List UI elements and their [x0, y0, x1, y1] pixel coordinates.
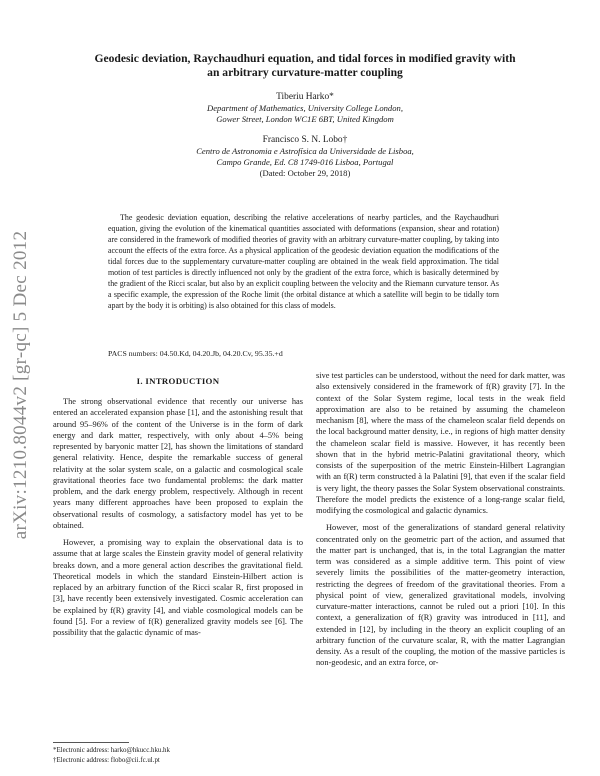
right-column	[316, 370, 565, 675]
abstract: The geodesic deviation equation, describing the relative accelerations of nearby particles, and the Raychaudhuri equation, giving the evolution of the kinematical quantities associated with deformations (expansion, shear and rotation) are considered in the framework of modified theories of gravity with an arbitrary curvature-matter coupling, by taking into account the effects of the extra force. As a physical application of the geodesic deviation equation the modifications of the tidal forces due to the supplementary curvature-matter coupling are obtained in the weak field approximation. The tidal motion of test particles is directly influenced not only by the gradient of the extra force, which is basically determined by the gradient of the Ricci scalar, but also by an explicit coupling between the velocity and the Riemann curvature tensor. As a specific example, the expression of the Roche limit (the orbital distance at which a satellite will begin to be tidally torn apart by the body it is orbiting) is also obtained for this class of models.	[108, 213, 499, 311]
author-name-1: Tiberiu Harko*	[276, 92, 334, 102]
author-affiliation-2a: Centro de Astronomia e Astrofísica da Universidade de Lisboa,	[196, 146, 414, 156]
paragraph: sive test particles can be understood, without the need for dark matter, was also extensively considered in the framework of f(R) gravity [7]. In the context of the Solar System regime, local tests in the weak field approximation are also to be retained by assuming the chameleon mechanism [8], where the mass of the chameleon scalar field depends on the local background matter density, i.e., in regions of high matter density the chameleon scalar field is massive. However, it has recently been shown that in the hybrid metric-Palatini gravitational theory, which consists of the superposition of the metric Einstein-Hilbert Lagrangian with an f(R) term constructed à la Palatini [9], that even if the scalar field is very light, the theory passes the Solar System observational constraints. Therefore the model predicts the existence of a long-range scalar field, modifying the cosmological and galactic dynamics.	[316, 371, 565, 515]
title-line-2: an arbitrary curvature-matter coupling	[207, 66, 403, 79]
author-name-2: Francisco S. N. Lobo†	[262, 135, 348, 145]
pacs-numbers: PACS numbers: 04.50.Kd, 04.20.Jb, 04.20.Cv, 95.35.+d	[108, 349, 283, 358]
left-column	[53, 370, 303, 644]
footnote-email-1: *Electronic address: harko@hkucc.hku.hk	[53, 747, 170, 754]
paragraph: However, a promising way to explain the observational data is to assume that at large scales the Einstein gravity model of general relativity breaks down, and a more general action describes the gravitational field. Theoretical models in which the standard Einstein-Hilbert action is replaced by an arbitrary function of the Ricci scalar R, first proposed in [3], have recently been extensively investigated. Cosmic acceleration can be explained by f(R) gravity [4], and viable cosmological models can be found [5]. For a review of f(R) generalized gravity models see [6]. The possibility that the galactic dynamic of mas-	[53, 538, 303, 637]
author-affiliation-1b: Gower Street, London WC1E 6BT, United Kingdom	[216, 114, 394, 124]
paragraph: The strong observational evidence that recently our universe has entered an accelerated expansion phase [1], and the astonishing result that around 95–96% of the content of the Universe is in the form of dark energy and dark matter, respectively, with only about 4–5% being represented by baryonic matter [2], has shown the limitations of standard general relativity. Hence, despite the remarkable success of general relativity at the solar system scale, on a galactic and cosmological scale gravitational theories face two fundamental problems: the dark matter problem, and the dark energy problem, respectively. Although in recent years many different approaches have been proposed to explain the observational results of cosmology, a satisfactory model has yet to be obtained.	[53, 397, 303, 530]
arxiv-sidebar-stamp	[8, 205, 34, 565]
arxiv-identifier: arXiv:1210.8044v2 [gr-qc] 5 Dec 2012	[10, 230, 31, 540]
author-affiliation-2b: Campo Grande, Ed. C8 1749-016 Lisboa, Portugal	[216, 157, 394, 167]
author-affiliation-1a: Department of Mathematics, University College London,	[207, 103, 403, 113]
footnote-rule	[53, 742, 129, 743]
footnote-email-2: †Electronic address: flobo@cii.fc.ul.pt	[53, 757, 160, 764]
paper-date: (Dated: October 29, 2018)	[259, 168, 351, 178]
paragraph: However, most of the generalizations of standard general relativity concentrated only on the geometric part of the action, and assumed that the matter part is unchanged, that is, in the total Lagrangian the matter term was considered as a simple additive term. This point of view severely limits the possibilities of the matter-geometry interaction, restricting the degrees of freedom of the gravitational theories. From a physical point of view, generalized gravitational models, involving curvature-matter interactions, cannot be ruled out a priori [10]. In this context, a generalization of f(R) gravity was introduced in [11], and extended in [12], by including in the theory an explicit coupling of an arbitrary function of the curvature scalar, R, with the matter Lagrangian density. As a result of the coupling, the motion of the massive particles is non-geodesic, and an extra force, or-	[316, 523, 565, 668]
title-line-1: Geodesic deviation, Raychaudhuri equation, and tidal forces in modified gravity with	[94, 52, 516, 65]
paper-title	[70, 52, 540, 80]
section-heading-introduction: I. INTRODUCTION	[136, 376, 220, 386]
